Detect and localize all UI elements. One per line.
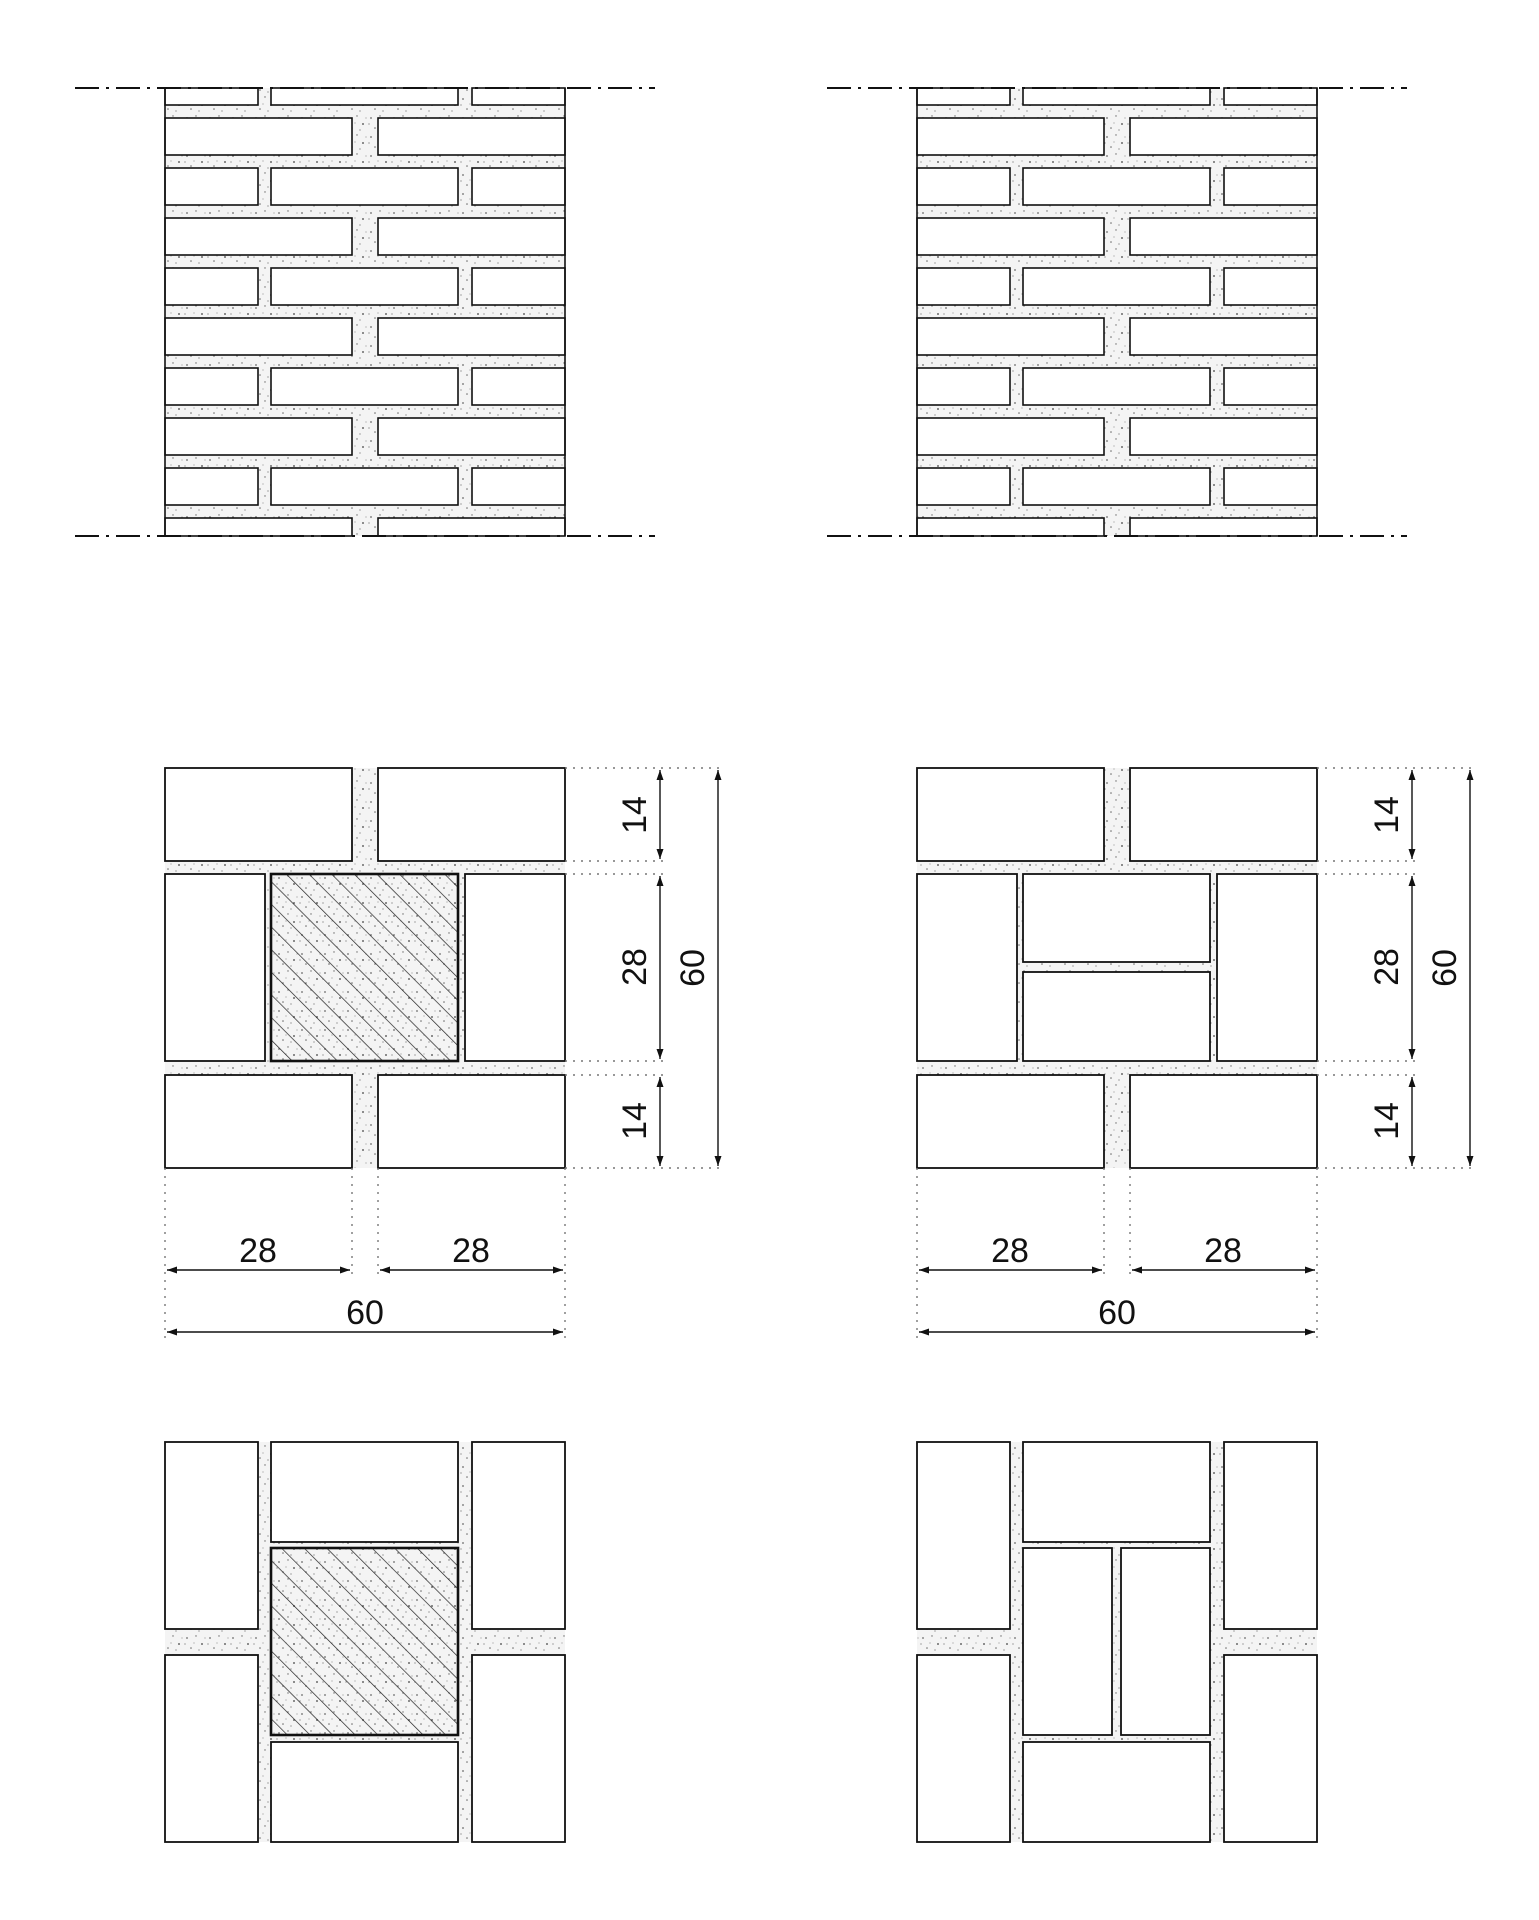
brick bbox=[1023, 88, 1210, 105]
brick bbox=[271, 168, 458, 205]
brick-core-right bbox=[1121, 1548, 1210, 1735]
brick-bottom-horizontal bbox=[271, 1742, 458, 1842]
brick-left-upper bbox=[917, 1442, 1010, 1629]
dim-label-14-bottom: 14 bbox=[1368, 1102, 1406, 1140]
brick-left-lower bbox=[165, 1655, 258, 1842]
dim-label-60-vertical: 60 bbox=[1426, 949, 1464, 987]
brick-bottom-left bbox=[165, 1075, 352, 1168]
brick bbox=[1224, 468, 1317, 505]
brick bbox=[1130, 518, 1317, 536]
brick-left-upper bbox=[165, 1442, 258, 1629]
dim-label-28-right: 28 bbox=[452, 1232, 490, 1270]
brick bbox=[165, 368, 258, 405]
brick bbox=[472, 88, 565, 105]
dim-label-28-left: 28 bbox=[239, 1232, 277, 1270]
brick-right-vertical bbox=[1217, 874, 1317, 1061]
brick bbox=[1224, 268, 1317, 305]
brick bbox=[378, 318, 565, 355]
brick bbox=[917, 518, 1104, 536]
plan-lower-right bbox=[917, 1442, 1317, 1842]
brick bbox=[1023, 368, 1210, 405]
brick-bottom-right bbox=[1130, 1075, 1317, 1168]
brick bbox=[378, 418, 565, 455]
brick bbox=[1224, 368, 1317, 405]
dim-label-28-middle: 28 bbox=[1368, 948, 1406, 986]
brick bbox=[1023, 468, 1210, 505]
brick bbox=[271, 468, 458, 505]
brick bbox=[378, 118, 565, 155]
brick bbox=[1130, 418, 1317, 455]
brick bbox=[165, 268, 258, 305]
plan-right bbox=[917, 768, 1477, 1340]
brick bbox=[917, 168, 1010, 205]
brick bbox=[917, 218, 1104, 255]
brick-bottom-right bbox=[378, 1075, 565, 1168]
brick-top-horizontal bbox=[1023, 1442, 1210, 1542]
brick bbox=[1130, 218, 1317, 255]
brick bbox=[917, 368, 1010, 405]
brick bbox=[1224, 88, 1317, 105]
brick-right-upper bbox=[1224, 1442, 1317, 1629]
dim-label-60-horizontal: 60 bbox=[346, 1294, 384, 1332]
brick bbox=[917, 418, 1104, 455]
brick bbox=[917, 88, 1010, 105]
dim-label-28-middle: 28 bbox=[616, 948, 654, 986]
brick bbox=[1130, 318, 1317, 355]
dim-label-28-left: 28 bbox=[991, 1232, 1029, 1270]
brick bbox=[165, 468, 258, 505]
brick bbox=[378, 518, 565, 536]
brick bbox=[271, 368, 458, 405]
brick-core-lower bbox=[1023, 972, 1210, 1061]
brick bbox=[165, 88, 258, 105]
brick-top-right bbox=[378, 768, 565, 861]
dim-label-14-top: 14 bbox=[616, 796, 654, 834]
brick bbox=[472, 368, 565, 405]
brick bbox=[472, 168, 565, 205]
brick bbox=[1023, 168, 1210, 205]
brick bbox=[472, 468, 565, 505]
brick-bottom-left bbox=[917, 1075, 1104, 1168]
brick bbox=[378, 218, 565, 255]
brick bbox=[1130, 118, 1317, 155]
brick bbox=[165, 518, 352, 536]
brick-core-left bbox=[1023, 1548, 1112, 1735]
dim-label-60-vertical: 60 bbox=[674, 949, 712, 987]
brick bbox=[165, 318, 352, 355]
plan-lower-left bbox=[165, 1442, 565, 1842]
brick-left-vertical bbox=[165, 874, 265, 1061]
brick-top-horizontal bbox=[271, 1442, 458, 1542]
brick-right-vertical bbox=[465, 874, 565, 1061]
front-elevation-left bbox=[75, 88, 655, 536]
brick bbox=[271, 88, 458, 105]
brick bbox=[472, 268, 565, 305]
dim-label-14-top: 14 bbox=[1368, 796, 1406, 834]
brick-bottom-horizontal bbox=[1023, 1742, 1210, 1842]
brick-right-lower bbox=[1224, 1655, 1317, 1842]
brick-left-lower bbox=[917, 1655, 1010, 1842]
hatched-core bbox=[271, 1548, 458, 1735]
brick-top-left bbox=[165, 768, 352, 861]
dim-label-28-right: 28 bbox=[1204, 1232, 1242, 1270]
dim-label-60-horizontal: 60 bbox=[1098, 1294, 1136, 1332]
plan-left bbox=[165, 768, 725, 1340]
brick-top-left bbox=[917, 768, 1104, 861]
brick-left-vertical bbox=[917, 874, 1017, 1061]
dim-label-14-bottom: 14 bbox=[616, 1102, 654, 1140]
brick bbox=[1023, 268, 1210, 305]
brick-top-right bbox=[1130, 768, 1317, 861]
brick bbox=[917, 468, 1010, 505]
brick-right-lower bbox=[472, 1655, 565, 1842]
brick bbox=[917, 318, 1104, 355]
brick bbox=[165, 418, 352, 455]
brick bbox=[271, 268, 458, 305]
brick-core-upper bbox=[1023, 874, 1210, 962]
brick bbox=[165, 218, 352, 255]
brick-right-upper bbox=[472, 1442, 565, 1629]
brick bbox=[165, 118, 352, 155]
brick bbox=[917, 268, 1010, 305]
brick bbox=[1224, 168, 1317, 205]
hatched-core bbox=[271, 874, 458, 1061]
front-elevation-right bbox=[827, 88, 1407, 536]
brick bbox=[917, 118, 1104, 155]
brick bbox=[165, 168, 258, 205]
